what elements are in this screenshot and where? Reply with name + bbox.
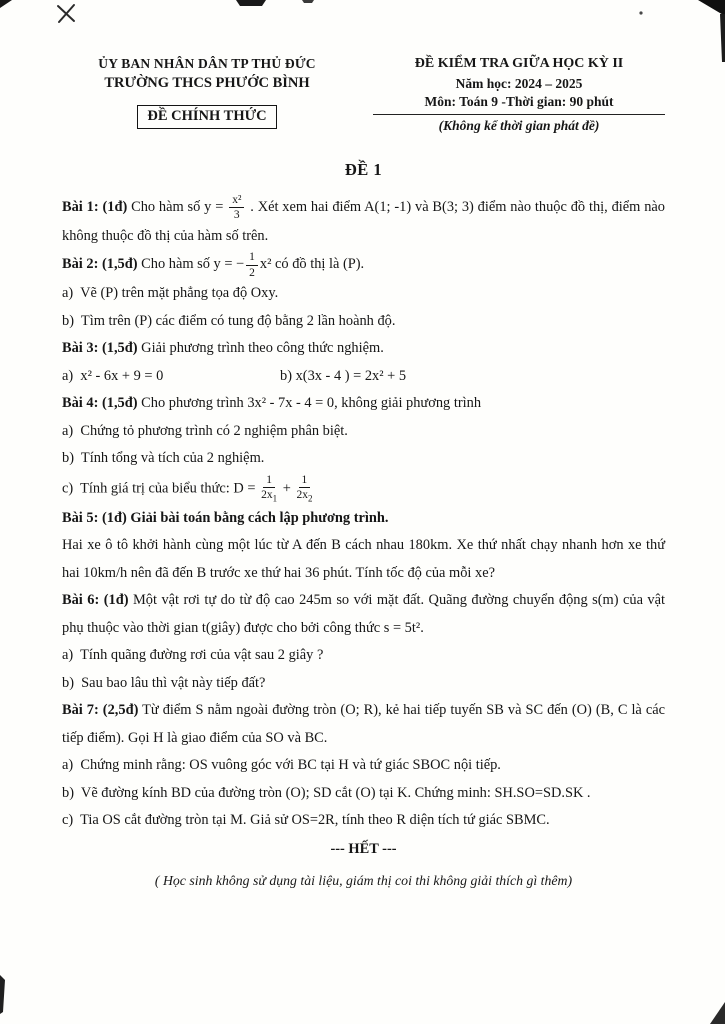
- question-1-post: . Xét xem hai điểm A(1; -1) và B(3; 3) điểm nào thuộc đồ thị, điểm nào không thuộc đồ thị của hàm số trên.: [62, 199, 665, 244]
- fraction-1-over-2: $\frac{1}{2}$: [246, 250, 258, 280]
- question-5-label: Bài 5: (1đ): [62, 509, 127, 526]
- question-7-label: Bài 7: (2,5đ): [62, 702, 139, 719]
- question-6b: b) Sau bao lâu thì vật này tiếp đất?: [62, 674, 266, 691]
- question-5: [62, 505, 665, 533]
- fraction-x2-over-3: $\frac{\text{x²}}{3}$: [229, 193, 244, 223]
- question-7-text: Từ điểm S nằm ngoài đường tròn (O; R), kẻ hai tiếp tuyến SB và SC đến (O) (B, C là các tiếp điểm). Gọi H là giao điểm của SO và BC.: [62, 702, 665, 746]
- question-4-text: Cho phương trình 3x² - 7x - 4 = 0, không giải phương trình: [141, 395, 482, 412]
- question-6a: a) Tính quãng đường rơi của vật sau 2 giây ?: [62, 647, 324, 664]
- school-name: TRƯỜNG THCS PHƯỚC BÌNH: [104, 75, 310, 91]
- question-6: [62, 587, 665, 642]
- official-exam-badge: ĐỀ CHÍNH THỨC: [137, 105, 276, 129]
- question-7b: b) Vẽ đường kính BD của đường tròn (O); SD cắt (O) tại K. Chứng minh: SH.SO=SD.SK .: [62, 784, 591, 801]
- header-right: [373, 56, 665, 134]
- question-1-label: Bài 1: (1đ): [62, 199, 128, 216]
- fraction-1-over-2x2: $\frac{1}{2x_2}$: [296, 473, 313, 504]
- question-4-label: Bài 4: (1,5đ): [62, 395, 138, 412]
- time-note: (Không kể thời gian phát đề): [373, 114, 665, 134]
- question-2-post: x² có đồ thị là (P).: [259, 256, 365, 273]
- question-3-text: Giải phương trình theo công thức nghiệm.: [141, 340, 384, 357]
- fraction-1-over-2x1: $\frac{1}{2x_1}$: [261, 473, 278, 504]
- school-year: Năm học: 2024 – 2025: [455, 76, 583, 91]
- question-2-label: Bài 2: (1,5đ): [62, 256, 138, 273]
- question-7a: a) Chứng minh rằng: OS vuông góc với BC tại H và tứ giác SBOC nội tiếp.: [62, 757, 501, 774]
- question-1-pre: Cho hàm số y =: [131, 199, 224, 216]
- question-3: [62, 335, 665, 363]
- exam-number-title: ĐỀ 1: [344, 160, 383, 179]
- question-3b: b) x(3x - 4 ) = 2x² + 5: [280, 367, 407, 384]
- end-marker: --- HẾT ---: [330, 840, 397, 857]
- question-2a: a) Vẽ (P) trên mặt phẳng tọa độ Oxy.: [62, 285, 279, 302]
- question-4: [62, 390, 665, 418]
- question-3-label: Bài 3: (1,5đ): [62, 340, 138, 357]
- question-2: [62, 250, 665, 280]
- header: [62, 56, 665, 134]
- subject-and-duration: Môn: Toán 9 -Thời gian: 90 phút: [424, 94, 614, 109]
- question-6-text: Một vật rơi tự do từ độ cao 245m so với mặt đất. Quãng đường chuyển động s(m) của vật phụ thuộc vào thời gian t(giây) được cho bởi công thức s = 5t².: [62, 592, 666, 636]
- exam-title: ĐỀ KIỂM TRA GIỮA HỌC KỲ II: [414, 56, 624, 71]
- question-4a: a) Chứng tỏ phương trình có 2 nghiệm phân biệt.: [62, 422, 348, 439]
- header-left: [62, 56, 352, 129]
- question-1: [62, 193, 665, 250]
- question-3a: a) x² - 6x + 9 = 0: [62, 367, 164, 384]
- question-3-equations: [62, 363, 665, 391]
- exam-rules-note: ( Học sinh không sử dụng tài liệu, giám thị coi thi không giải thích gì thêm): [154, 873, 573, 889]
- question-7c: c) Tia OS cắt đường tròn tại M. Giả sử OS=2R, tính theo R diện tích tứ giác SBMC.: [62, 812, 550, 829]
- question-4c: [62, 473, 665, 505]
- question-4c-text: c) Tính giá trị của biểu thức: D =: [62, 479, 256, 496]
- plus-sign: +: [282, 479, 291, 496]
- question-7: [62, 697, 665, 752]
- question-4b: b) Tính tổng và tích của 2 nghiệm.: [62, 450, 265, 467]
- issuing-authority: ỦY BAN NHÂN DÂN TP THỦ ĐỨC: [98, 56, 316, 71]
- question-2-pre: Cho hàm số y = −: [141, 256, 245, 273]
- question-5-text: Hai xe ô tô khởi hành cùng một lúc từ A đến B cách nhau 180km. Xe thứ nhất chạy nhanh hơn xe thứ hai 10km/h nên đã đến B trước xe thứ hai 36 phút. Tính tốc độ của mỗi xe?: [62, 537, 665, 581]
- question-6-label: Bài 6: (1đ): [62, 592, 129, 609]
- question-2b: b) Tìm trên (P) các điểm có tung độ bằng 2 lần hoành độ.: [62, 312, 396, 329]
- exam-body: [62, 193, 665, 895]
- question-5-heading: Giải bài toán bằng cách lập phương trình.: [130, 509, 389, 526]
